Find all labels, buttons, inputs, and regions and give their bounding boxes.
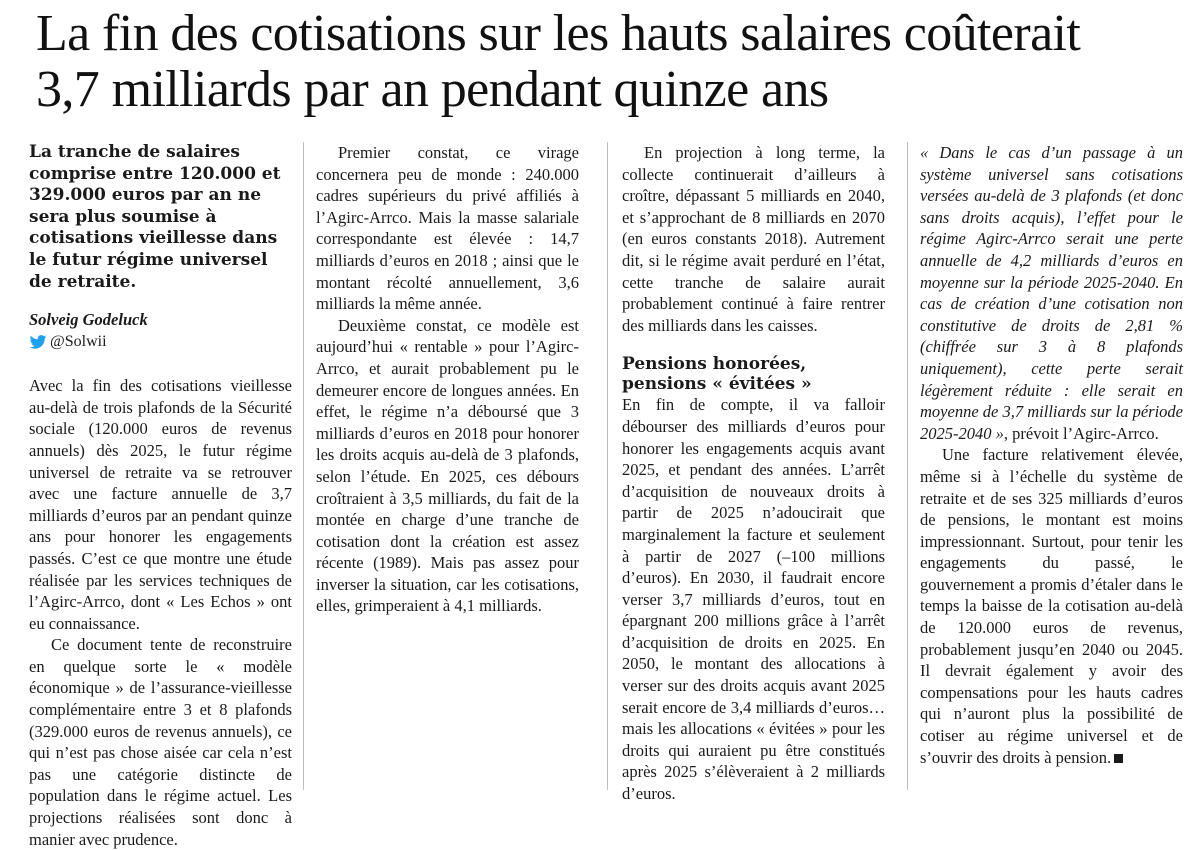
twitter-handle[interactable] bbox=[29, 331, 292, 353]
twitter-handle-text: @Solwii bbox=[50, 333, 107, 351]
paragraph-5: En projection à long terme, la collecte continuerait d’ailleurs à croître, dépassant 5 milliards en 2040, et s’approchant de 8 milliards en 2070 (en euros constants 2018). Autrement dit, si le régime avait perduré en l’état, cette tranche de salaire aurait probablement continué à faire rentrer des milliards dans les caisses. bbox=[622, 143, 885, 335]
byline-author: Solveig Godeluck bbox=[29, 310, 148, 330]
column-divider bbox=[607, 142, 608, 790]
lede: La tranche de salaires comprise entre 120.000 et 329.000 euros par an ne sera plus soumise à cotisations vieillesse dans le futur régime universel de retraite. bbox=[29, 142, 281, 292]
twitter-bird-icon bbox=[29, 335, 47, 349]
column-divider bbox=[907, 142, 908, 790]
paragraph-7-text: Une facture relativement élevée, même si à l’échelle du système de retraite et de ses 325 milliards d’euros de pensions, le montant est moins impressionnant. Surtout, pour tenir les engagements du passé, le gouvernement a promis d’étaler dans le temps la baisse de la cotisation au-delà de 120.000 euros de revenus, probablement jusqu’en 2040 ou 2045. Il devrait également y avoir des compensations pour les hauts cadres qui n’auront plus la possibilité de cotiser au régime universel et de s’ouvrir des droits à pension. bbox=[920, 445, 1183, 767]
agirc-quote: « Dans le cas d’un passage à un système universel sans cotisations versées au-delà de 3 plafonds (et donc sans droits acquis), l’effet pour le régime Agirc-Arrco serait une perte annuelle de 4,2 milliards d’euros en moyenne sur la période 2025-2040. En cas de création d’une cotisation non constitutive de droits de 2,81 % (chiffrée sur 3 à 8 plafonds uniquement), cette perte serait légèrement réduite : elle serait en moyenne de 3,7 milliards sur la période 2025-2040 » bbox=[920, 143, 1183, 443]
paragraph-6: En fin de compte, il va falloir débourser des milliards d’euros pour honorer les engagements acquis avant 2025, et pendant des années. L’arrêt d’acquisition de nouveaux droits à partir de 2025 n’adoucirait que marginalement la facture et seulement à partir de 2027 (–100 millions d’euros). En 2030, il faudrait encore verser 3,7 milliards d’euros, tout en épargnant 200 millions grâce à l’arrêt d’acquisition de droits en 2025. En 2050, le montant des allocations à verser sur des droits acquis avant 2025 serait encore de 3,4 milliards d’euros… mais les allocations « évitées » pour les droits qui auraient pu être constitués après 2025 s’élèveraient à 2 milliards d’euros. bbox=[622, 395, 885, 804]
paragraph-6-quote-block bbox=[920, 142, 1183, 444]
subheading: Pensions honorées, pensions « évitées » bbox=[622, 354, 812, 395]
paragraph-2: Ce document tente de reconstruire en quelque sorte le « modèle économique » de l’assurance-vieillesse complémentaire entre 3 et 8 plafonds (329.000 euros de revenus annuels), ce qui n’est pas chose aisée car cela n’est pas une catégorie distincte de population dans le régime actuel. Les projections réalisées sont donc à manier avec prudence. bbox=[29, 635, 292, 849]
headline-line-1: La fin des cotisations sur les hauts salaires coûterait bbox=[36, 5, 1081, 62]
column-4 bbox=[920, 142, 1183, 768]
end-of-article-mark bbox=[1114, 754, 1123, 763]
paragraph-4: Deuxième constat, ce modèle est aujourd’hui « rentable » pour l’Agirc-Arrco, et aurait probablement pu le demeurer encore de longues années. En effet, le régime n’a déboursé que 3 milliards d’euros en 2018 pour honorer les droits acquis au-delà de 3 plafonds, selon l’étude. En 2025, ces débours croîtraient à 3,5 milliards, du fait de la montée en charge d’une tranche de cotisation dont la création est assez récente (1989). Mais pas assez pour inverser la situation, car les cotisations, elles, grimperaient à 4,1 milliards. bbox=[316, 315, 579, 616]
column-2 bbox=[316, 142, 579, 617]
column-divider bbox=[303, 142, 304, 790]
column-3 bbox=[622, 142, 885, 805]
paragraph-3: Premier constat, ce virage concernera peu de monde : 240.000 cadres supérieurs du privé affiliés à l’Agirc-Arrco. Mais la masse salariale correspondante est élevée : 14,7 milliards d’euros en 2018 ; ainsi que le montant récolté annuellement, 3,6 milliards la même année. bbox=[316, 143, 579, 314]
headline bbox=[36, 6, 1186, 118]
headline-line-2: 3,7 milliards par an pendant quinze ans bbox=[36, 61, 829, 118]
column-1 bbox=[29, 142, 292, 850]
quote-attribution: , prévoit l’Agirc-Arrco. bbox=[1003, 423, 1159, 443]
paragraph-7 bbox=[920, 444, 1183, 768]
paragraph-1: Avec la fin des cotisations vieillesse au-delà de trois plafonds de la Sécurité sociale (120.000 euros de revenus annuels) dès 2025, le futur régime universel de retraite va se retrouver avec une facture annuelle de 3,7 milliards d’euros par an pendant quinze ans pour honorer les engagements passés. C’est ce que montre une étude réalisée par les services techniques de l’Agirc-Arrco, dont « Les Echos » ont eu connaissance. bbox=[29, 376, 292, 633]
